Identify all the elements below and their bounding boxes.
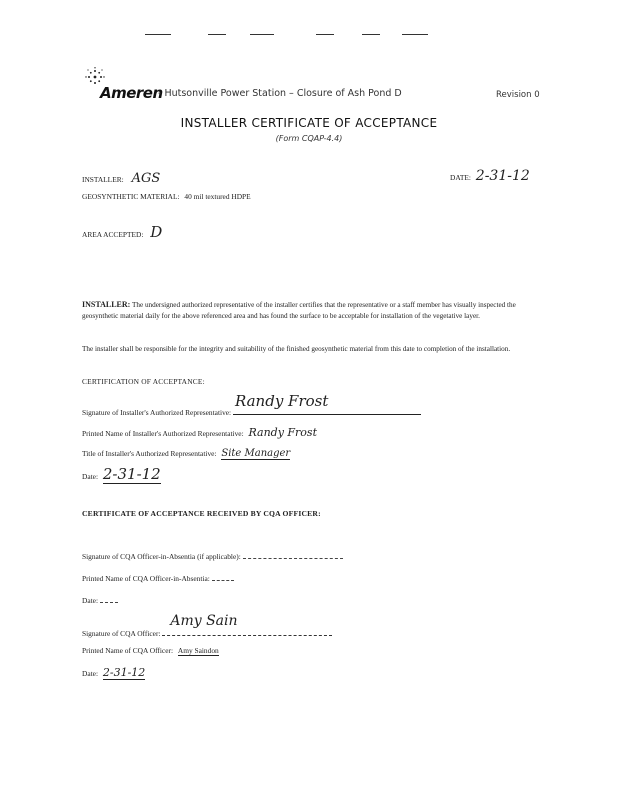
material-label: GEOSYNTHETIC MATERIAL:	[82, 192, 180, 201]
cqa-printed-name: Amy Saindon	[177, 646, 219, 655]
cqa-absentia-date-row	[82, 594, 118, 605]
date-value: 2-31-12	[475, 168, 530, 184]
cqa-signature-row	[82, 613, 332, 638]
scan-dash-1	[145, 34, 171, 35]
installer-title-label: Title of Installer's Authorized Representative:	[82, 449, 217, 458]
scan-dash-2	[208, 34, 226, 35]
installer-date-row	[82, 465, 161, 483]
area-value: D	[150, 223, 163, 241]
revision-label: Revision 0	[496, 90, 540, 100]
installer-row	[82, 171, 160, 186]
cqa-printed-name-label: Printed Name of CQA Officer:	[82, 646, 173, 655]
cqa-absentia-name-label: Printed Name of CQA Officer-in-Absentia:	[82, 574, 210, 583]
cqa-date-label: Date:	[82, 669, 99, 678]
material-value: 40 mil textured HDPE	[184, 192, 251, 201]
date-label: DATE:	[450, 173, 471, 182]
area-row	[82, 223, 162, 241]
installer-printed-name-row	[82, 426, 317, 439]
cqa-signature: Amy Sain	[170, 613, 238, 629]
cqa-date-row	[82, 666, 145, 679]
installer-signature: Randy Frost	[234, 392, 329, 410]
material-row	[82, 192, 251, 201]
scan-dash-4	[316, 34, 334, 35]
installer-signature-line	[233, 392, 421, 415]
installer-title-value: Site Manager	[221, 448, 291, 459]
cqa-absentia-date-label: Date:	[82, 596, 99, 605]
installer-date-label: Date:	[82, 472, 99, 481]
cqa-absentia-signature-row	[82, 550, 343, 561]
cqa-date-value: 2-31-12	[102, 666, 146, 679]
header-subtitle: - Hutsonville Power Station – Closure of Ash Pond D	[158, 88, 402, 99]
scan-dash-5	[362, 34, 380, 35]
installer-printed-name-label: Printed Name of Installer's Authorized Representative:	[82, 429, 244, 438]
responsibility-paragraph: The installer shall be responsible for the integrity and suitability of the finished geosynthetic material from this date to completion of the installation.	[82, 345, 511, 353]
cqa-signature-line	[162, 613, 332, 636]
installer-signature-row	[82, 392, 421, 417]
installer-signature-label: Signature of Installer's Authorized Representative:	[82, 408, 232, 417]
acceptance-paragraph	[82, 300, 544, 321]
cqa-absentia-signature-label: Signature of CQA Officer-in-Absentia (if applicable):	[82, 552, 241, 561]
paragraph-text: The undersigned authorized representative of the installer certifies that the representative or a staff member has visually inspected the geosynthetic material daily for the above referenced area and has found the surface to be acceptable for installation of the vegetative layer.	[82, 301, 516, 320]
date-row	[450, 168, 530, 184]
installer-value: AGS	[131, 171, 161, 186]
brand-name: Ameren	[100, 84, 163, 102]
cqa-heading: CERTIFICATE OF ACCEPTANCE RECEIVED BY CQA OFFICER:	[82, 509, 321, 518]
installer-date-value: 2-31-12	[102, 465, 161, 483]
page-title: INSTALLER CERTIFICATE OF ACCEPTANCE	[180, 116, 438, 130]
installer-title-row	[82, 448, 290, 459]
form-id: (Form CQAP-4.4)	[275, 134, 343, 143]
cqa-absentia-signature-line	[243, 550, 343, 559]
cqa-absentia-date-line	[100, 594, 118, 603]
paragraph-lead: INSTALLER:	[82, 300, 131, 309]
cqa-absentia-name-line	[212, 572, 234, 581]
cqa-printed-name-row	[82, 646, 219, 655]
scan-dash-3	[250, 34, 274, 35]
scan-dash-6	[402, 34, 428, 35]
installer-printed-name: Randy Frost	[248, 426, 317, 439]
area-label: AREA ACCEPTED:	[82, 230, 144, 239]
cqa-absentia-name-row	[82, 572, 234, 583]
installer-label: INSTALLER:	[82, 175, 124, 184]
certification-heading: CERTIFICATION OF ACCEPTANCE:	[82, 377, 205, 386]
cqa-signature-label: Signature of CQA Officer:	[82, 629, 161, 638]
